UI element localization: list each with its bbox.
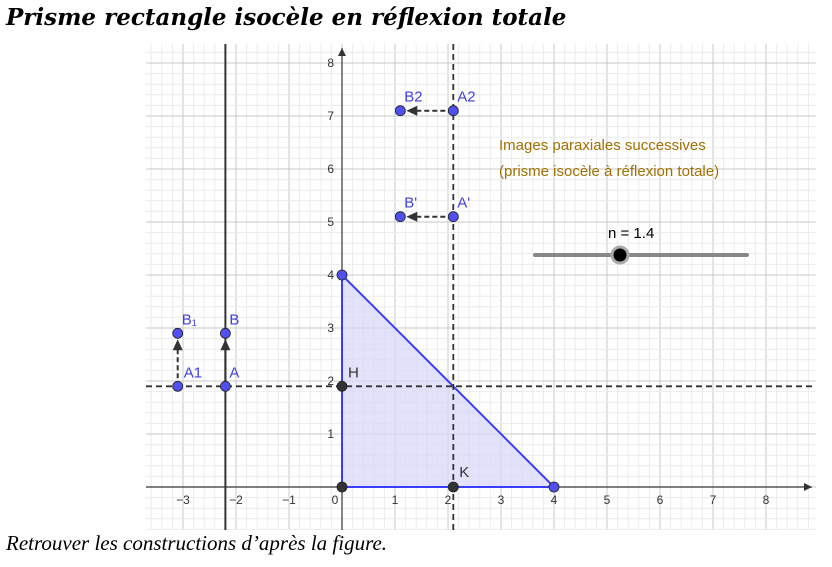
point[interactable]	[448, 106, 458, 116]
point[interactable]	[220, 328, 230, 338]
point-label: H	[348, 364, 359, 382]
y-tick-label: 7	[327, 109, 334, 123]
x-tick-label: 0	[331, 493, 339, 507]
x-tick-label: 1	[391, 493, 399, 507]
point-label: B2	[404, 88, 423, 106]
point-label: A'	[457, 194, 471, 212]
point[interactable]	[173, 381, 183, 391]
x-tick-label: −2	[229, 493, 243, 507]
slider-label: n = 1.4	[608, 225, 655, 242]
y-tick-label: 5	[327, 215, 334, 229]
point[interactable]	[549, 482, 559, 492]
point[interactable]	[448, 212, 458, 222]
x-tick-label: 6	[656, 493, 664, 507]
y-tick-label: 3	[327, 321, 334, 335]
y-tick-label: 1	[327, 427, 334, 441]
x-tick-label: −3	[176, 493, 190, 507]
point[interactable]	[448, 482, 458, 492]
point-label: B	[229, 311, 240, 329]
point-label: A2	[457, 88, 476, 106]
x-tick-label: 7	[709, 493, 717, 507]
point[interactable]	[337, 270, 347, 280]
point-label: K	[459, 464, 470, 481]
y-tick-label: 8	[327, 56, 334, 70]
x-tick-label: 4	[550, 493, 558, 507]
point-label: A	[229, 364, 240, 382]
y-tick-label: 2	[327, 374, 334, 388]
point[interactable]	[395, 106, 405, 116]
y-tick-label: 4	[327, 268, 334, 282]
x-tick-label: 2	[444, 493, 452, 507]
y-tick-label: 6	[327, 162, 334, 176]
page-title: Prisme rectangle isocèle en réflexion totale	[6, 4, 567, 31]
slider-knob[interactable]	[612, 247, 628, 263]
point-label: B₁	[181, 311, 197, 329]
note-line-2: (prisme isocèle à réflexion totale)	[499, 163, 720, 180]
point[interactable]	[220, 381, 230, 391]
x-tick-label: 5	[603, 493, 611, 507]
point-label: B'	[404, 194, 418, 212]
point[interactable]	[173, 328, 183, 338]
point[interactable]	[395, 212, 405, 222]
x-tick-label: 8	[762, 493, 770, 507]
point[interactable]	[337, 482, 347, 492]
geometry-figure[interactable]	[146, 44, 816, 530]
point-label: A1	[183, 364, 203, 382]
x-tick-label: −1	[282, 493, 296, 507]
x-tick-label: 3	[497, 493, 505, 507]
caption: Retrouver les constructions d’après la figure.	[6, 531, 388, 555]
note-line-1: Images paraxiales successives	[499, 137, 706, 154]
point[interactable]	[337, 381, 347, 391]
